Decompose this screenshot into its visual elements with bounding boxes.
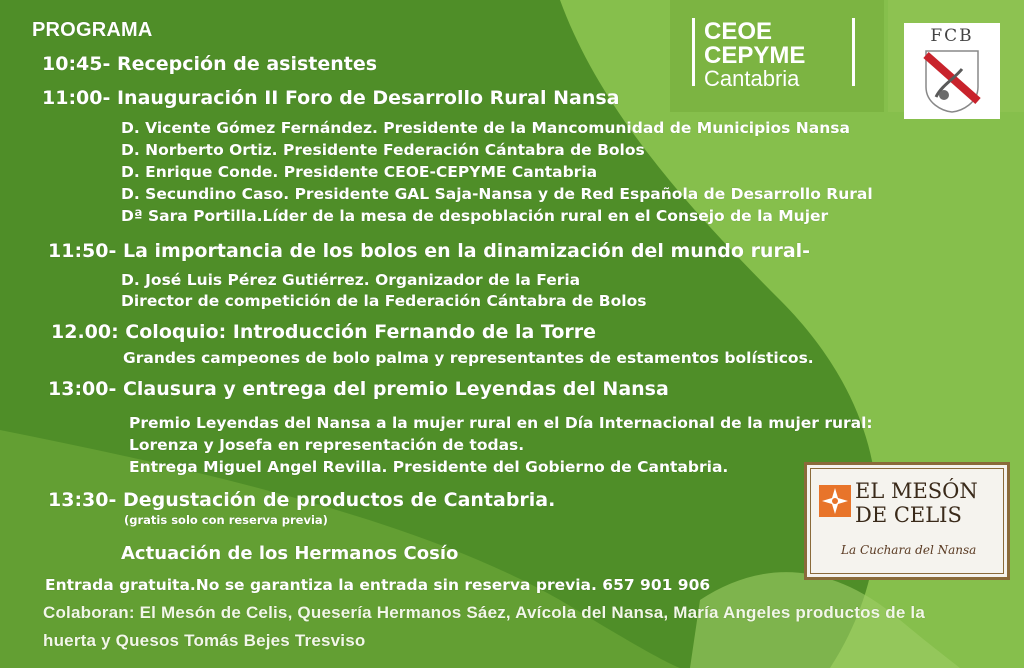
item-1300-detail: Premio Leyendas del Nansa a la mujer rural en el Día Internacional de la mujer rural: [129, 414, 873, 432]
item-1150-detail: D. José Luis Pérez Gutiérrez. Organizador de la Feria [121, 271, 581, 289]
collaborators-line: huerta y Quesos Tomás Bejes Tresviso [43, 631, 366, 650]
item-1045: 10:45- Recepción de asistentes [42, 53, 378, 75]
item-1200-detail: Grandes campeones de bolo palma y representantes de estamentos bolísticos. [123, 349, 814, 367]
meson-de-celis-logo [804, 462, 1010, 580]
item-1100-detail: D. Secundino Caso. Presidente GAL Saja-Nansa y de Red Española de Desarrollo Rural [121, 185, 873, 203]
item-1300: 13:00- Clausura y entrega del premio Leyendas del Nansa [48, 378, 669, 400]
item-1300-detail: Lorenza y Josefa en representación de todas. [129, 436, 525, 454]
fcb-logo [904, 23, 1000, 119]
logo-text: CEPYME [704, 42, 806, 69]
cross-emblem-icon [819, 485, 851, 517]
item-1100-detail: D. Vicente Gómez Fernández. Presidente de la Mancomunidad de Municipios Nansa [121, 119, 850, 137]
fcb-logo-text: FCB [930, 26, 974, 46]
performance: Actuación de los Hermanos Cosío [121, 543, 459, 564]
collaborators-line: Colaboran: El Mesón de Celis, Quesería Hermanos Sáez, Avícola del Nansa, María Angeles productos de la [43, 603, 925, 622]
item-1330-note: (gratis solo con reserva previa) [124, 513, 328, 527]
item-1300-detail: Entrega Miguel Angel Revilla. Presidente del Gobierno de Cantabria. [129, 458, 729, 476]
logo-bar [692, 18, 695, 86]
item-1150: 11:50- La importancia de los bolos en la dinamización del mundo rural- [48, 240, 811, 262]
ceoe-cepyme-logo [670, 0, 884, 112]
meson-line2: DE CELIS [855, 503, 962, 527]
entry-info: Entrada gratuita.No se garantiza la entrada sin reserva previa. 657 901 906 [45, 576, 711, 594]
item-1150-detail: Director de competición de la Federación Cántabra de Bolos [121, 292, 647, 310]
meson-line1: EL MESÓN [855, 479, 978, 503]
item-1100: 11:00- Inauguración II Foro de Desarrollo Rural Nansa [42, 87, 620, 109]
logo-text: CEOE [704, 18, 773, 45]
item-1100-detail: D. Enrique Conde. Presidente CEOE-CEPYME Cantabria [121, 163, 598, 181]
item-1200: 12.00: Coloquio: Introducción Fernando de la Torre [51, 321, 597, 343]
item-1330: 13:30- Degustación de productos de Cantabria. [48, 489, 556, 511]
item-1100-detail: Dª Sara Portilla.Líder de la mesa de despoblación rural en el Consejo de la Mujer [121, 207, 829, 225]
logo-bar [852, 18, 855, 86]
meson-tagline: La Cuchara del Nansa [841, 543, 977, 557]
logo-text: Cantabria [704, 66, 800, 91]
program-title: PROGRAMA [32, 19, 153, 41]
item-1100-detail: D. Norberto Ortiz. Presidente Federación Cántabra de Bolos [121, 141, 645, 159]
shield-icon [922, 49, 982, 113]
